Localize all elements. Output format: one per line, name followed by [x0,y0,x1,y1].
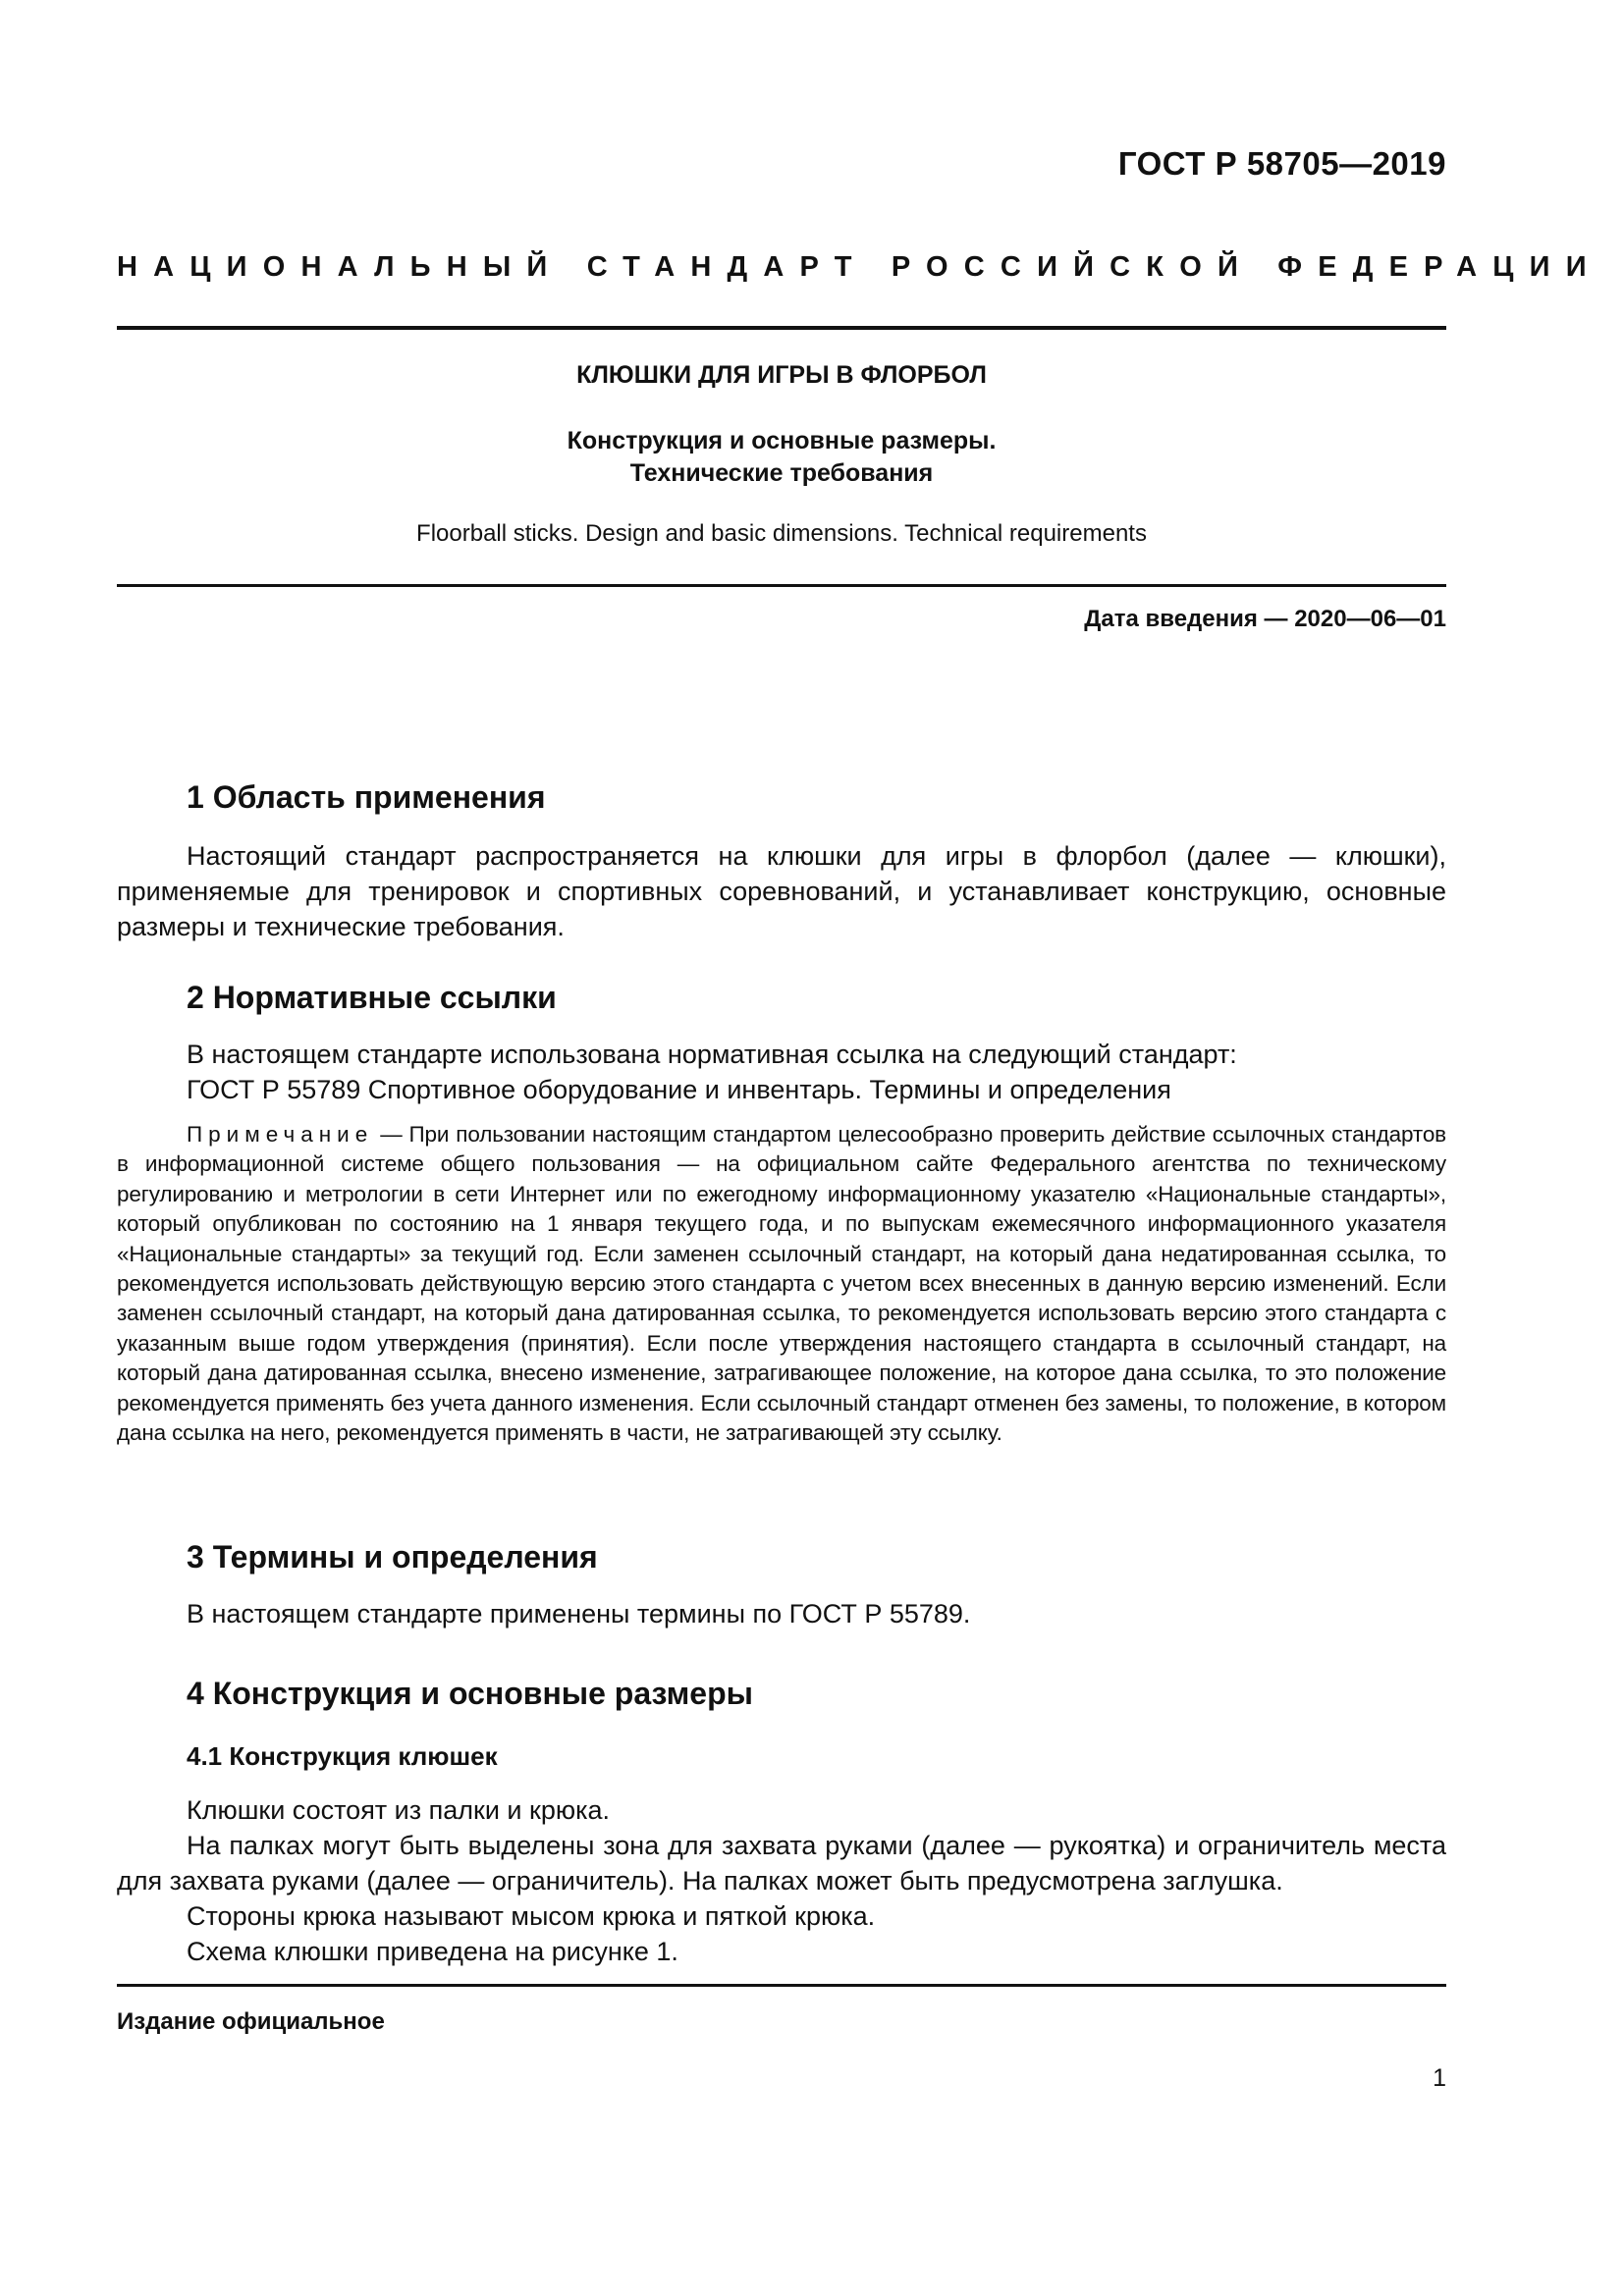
section-2-reference: ГОСТ Р 55789 Спортивное оборудование и инвентарь. Термины и определения [187,1075,1171,1104]
top-rule [117,326,1446,330]
section-3-text: В настоящем стандарте применены термины по ГОСТ Р 55789. [187,1599,971,1629]
gost-number: ГОСТ Р 58705—2019 [1117,145,1446,182]
introduction-date: Дата введения — 2020—06—01 [1084,606,1446,632]
english-title: Floorball sticks. Design and basic dimensions. Technical requirements [416,520,1147,547]
national-standard-banner: НАЦИОНАЛЬНЫЙ СТАНДАРТ РОССИЙСКОЙ ФЕДЕРАЦИИ [117,251,1602,283]
section-2-heading: 2 Нормативные ссылки [187,980,557,1015]
section-3-heading: 3 Термины и определения [187,1539,598,1575]
page-number: 1 [1433,2064,1446,2092]
subtitle-line-2: Технические требования [629,459,934,487]
subtitle-line-1: Конструкция и основные размеры. [567,427,997,454]
section-4-line-3: Стороны крюка называют мысом крюка и пяткой крюка. [187,1901,876,1931]
section-1-text-content: Настоящий стандарт распространяется на клюшки для игры в флорбол (далее — клюшки), применяемые для тренировок и спортивных соревнований, и устанавливает конструкцию, основные размеры и технические требования. [117,841,1446,941]
section-4-line-1: Клюшки состоят из палки и крюка. [187,1795,611,1825]
section-2-line-1: В настоящем стандарте использована нормативная ссылка на следующий стандарт: [187,1040,1237,1069]
section-2-note [117,1120,1446,1448]
footer-rule [117,1984,1446,1987]
section-4-1-heading: 4.1 Конструкция клюшек [187,1741,498,1771]
section-4-line-4: Схема клюшки приведена на рисунке 1. [187,1937,678,1966]
edition-label: Издание официальное [117,2008,385,2035]
section-4-heading: 4 Конструкция и основные размеры [187,1676,753,1711]
section-1-heading: 1 Область применения [187,779,546,815]
note-text: — При пользовании настоящим стандартом целесообразно проверить действие ссылочных стандартов в информационной системе общего пользования — на официальном сайте Федерального агентства по техническому регулированию и метрологии в сети Интернет или по ежегодному информационному указателю «Национальные стандарты», который опубликован по состоянию на 1 января текущего года, и по выпускам ежемесячного информационного указателя «Национальные стандарты» за текущий год. Если заменен ссылочный стандарт, на который дана недатированная ссылка, то рекомендуется использовать действующую версию этого стандарта с учетом всех внесенных в данную версию изменений. Если заменен ссылочный стандарт, на который дана датированная ссылка, то рекомендуется использовать версию этого стандарта с указанным выше годом утверждения (принятия). Если после утверждения настоящего стандарта в ссылочный стандарт, на который дана датированная ссылка, внесено изменение, затрагивающее положение, на которое дана ссылка, то это положение рекомендуется применять без учета данного изменения. Если ссылочный стандарт отменен без замены, то положение, в котором дана ссылка на него, рекомендуется применять в части, не затрагивающей эту ссылку. [117,1122,1446,1446]
section-4-paragraph-2-content: На палках могут быть выделены зона для захвата руками (далее — рукоятка) и ограничитель места для захвата руками (далее — ограничитель). На палках может быть предусмотрена заглушка. [117,1831,1446,1896]
title-rule [117,584,1446,587]
section-4-paragraph-2 [117,1828,1446,1898]
note-label: Примечание [187,1122,374,1147]
section-1-text [117,838,1446,944]
standard-subtitle [117,425,1446,490]
standard-title: КЛЮШКИ ДЛЯ ИГРЫ В ФЛОРБОЛ [576,361,987,389]
